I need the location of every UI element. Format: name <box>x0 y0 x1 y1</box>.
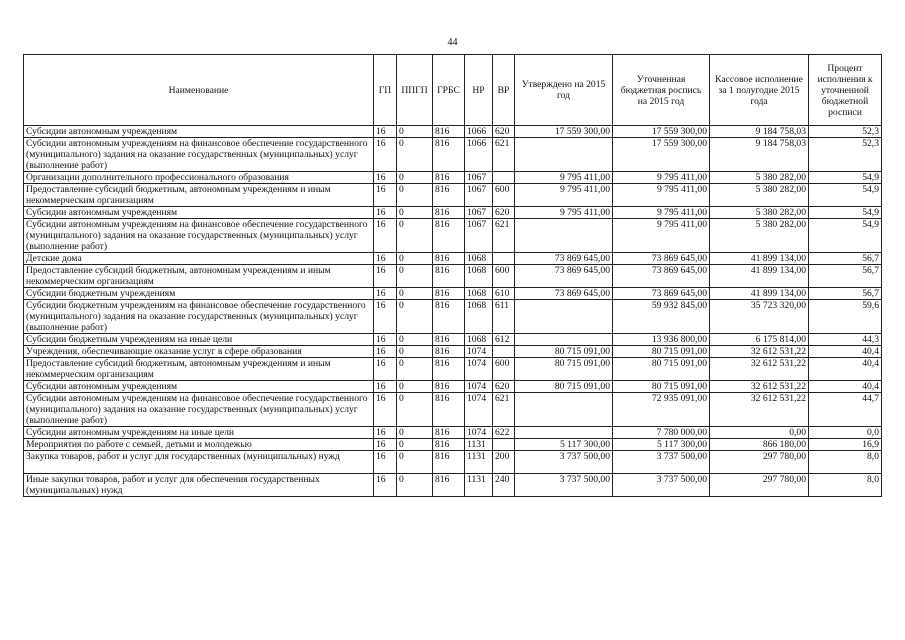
cell-gp: 16 <box>374 346 397 358</box>
cell-refined: 9 795 411,00 <box>613 172 710 184</box>
cell-name: Предоставление субсидий бюджетным, автономным учреждениям и иным некоммерческим организациям <box>24 358 374 381</box>
cell-name: Субсидии автономным учреждениям на финансовое обеспечение государственного (муниципального) задания на оказание государственных (муниципальных) услуг (выполнение работ) <box>24 219 374 253</box>
cell-approved: 73 869 645,00 <box>515 288 613 300</box>
cell-grbs: 816 <box>433 219 465 253</box>
cell-ppgp: 0 <box>397 253 433 265</box>
cell-percent: 54,9 <box>809 207 882 219</box>
cell-cash: 9 184 758,03 <box>710 126 809 138</box>
header-refined: Уточненная бюджетная роспись на 2015 год <box>613 55 710 126</box>
cell-gp: 16 <box>374 381 397 393</box>
header-gp: ГП <box>374 55 397 126</box>
cell-ppgp: 0 <box>397 184 433 207</box>
cell-cash: 297 780,00 <box>710 451 809 474</box>
cell-refined: 3 737 500,00 <box>613 474 710 497</box>
cell-vr: 600 <box>493 358 515 381</box>
cell-np: 1068 <box>465 265 493 288</box>
cell-approved: 80 715 091,00 <box>515 358 613 381</box>
cell-approved: 5 117 300,00 <box>515 439 613 451</box>
cell-vr: 200 <box>493 451 515 474</box>
cell-gp: 16 <box>374 474 397 497</box>
cell-refined: 9 795 411,00 <box>613 207 710 219</box>
cell-cash: 32 612 531,22 <box>710 381 809 393</box>
cell-ppgp: 0 <box>397 207 433 219</box>
cell-percent: 54,9 <box>809 184 882 207</box>
cell-percent: 44,3 <box>809 334 882 346</box>
cell-approved <box>515 138 613 172</box>
cell-approved <box>515 334 613 346</box>
table-row <box>24 138 882 172</box>
cell-np: 1131 <box>465 474 493 497</box>
table-body <box>24 126 882 497</box>
cell-refined: 13 936 800,00 <box>613 334 710 346</box>
cell-vr: 600 <box>493 184 515 207</box>
cell-name: Субсидии автономным учреждениям на финансовое обеспечение государственного (муниципального) задания на оказание государственных (муниципальных) услуг (выполнение работ) <box>24 393 374 427</box>
cell-approved <box>515 300 613 334</box>
cell-refined: 80 715 091,00 <box>613 358 710 381</box>
cell-vr: 612 <box>493 334 515 346</box>
table-row <box>24 393 882 427</box>
cell-name: Субсидии бюджетным учреждениям на финансовое обеспечение государственного (муниципального) задания на оказание государственных (муниципальных) услуг (выполнение работ) <box>24 300 374 334</box>
cell-grbs: 816 <box>433 427 465 439</box>
cell-grbs: 816 <box>433 346 465 358</box>
cell-np: 1074 <box>465 381 493 393</box>
page-number: 44 <box>447 37 458 48</box>
cell-grbs: 816 <box>433 381 465 393</box>
cell-name: Субсидии автономным учреждениям на иные цели <box>24 427 374 439</box>
cell-gp: 16 <box>374 265 397 288</box>
cell-ppgp: 0 <box>397 381 433 393</box>
cell-name: Субсидии бюджетным учреждениям <box>24 288 374 300</box>
header-np: НР <box>465 55 493 126</box>
cell-percent: 52,3 <box>809 138 882 172</box>
cell-cash: 9 184 758,03 <box>710 138 809 172</box>
cell-ppgp: 0 <box>397 358 433 381</box>
cell-vr: 620 <box>493 381 515 393</box>
cell-approved: 80 715 091,00 <box>515 346 613 358</box>
cell-approved <box>515 219 613 253</box>
cell-approved: 9 795 411,00 <box>515 207 613 219</box>
cell-name: Учреждения, обеспечивающие оказание услуг в сфере образования <box>24 346 374 358</box>
cell-np: 1067 <box>465 172 493 184</box>
cell-np: 1067 <box>465 219 493 253</box>
cell-gp: 16 <box>374 393 397 427</box>
cell-cash: 41 899 134,00 <box>710 265 809 288</box>
cell-ppgp: 0 <box>397 427 433 439</box>
table-row <box>24 219 882 253</box>
cell-ppgp: 0 <box>397 138 433 172</box>
table-row <box>24 474 882 497</box>
table-row <box>24 439 882 451</box>
table-row <box>24 451 882 474</box>
cell-vr <box>493 439 515 451</box>
cell-gp: 16 <box>374 138 397 172</box>
cell-ppgp: 0 <box>397 451 433 474</box>
cell-cash: 5 380 282,00 <box>710 219 809 253</box>
cell-percent: 54,9 <box>809 172 882 184</box>
cell-vr: 610 <box>493 288 515 300</box>
cell-percent: 56,7 <box>809 253 882 265</box>
cell-grbs: 816 <box>433 207 465 219</box>
table-header-row <box>24 55 882 126</box>
cell-gp: 16 <box>374 253 397 265</box>
cell-name: Субсидии автономным учреждениям <box>24 207 374 219</box>
cell-np: 1074 <box>465 358 493 381</box>
cell-refined: 80 715 091,00 <box>613 381 710 393</box>
cell-name: Субсидии автономным учреждениям <box>24 126 374 138</box>
cell-refined: 9 795 411,00 <box>613 219 710 253</box>
cell-refined: 9 795 411,00 <box>613 184 710 207</box>
cell-cash: 6 175 814,00 <box>710 334 809 346</box>
cell-cash: 5 380 282,00 <box>710 184 809 207</box>
cell-grbs: 816 <box>433 253 465 265</box>
cell-np: 1067 <box>465 207 493 219</box>
header-cash: Кассовое исполнение за 1 полугодие 2015 года <box>710 55 809 126</box>
cell-ppgp: 0 <box>397 219 433 253</box>
cell-vr <box>493 172 515 184</box>
cell-percent: 59,6 <box>809 300 882 334</box>
cell-grbs: 816 <box>433 451 465 474</box>
cell-refined: 73 869 645,00 <box>613 288 710 300</box>
cell-gp: 16 <box>374 184 397 207</box>
header-percent: Процент исполнения к уточненной бюджетной росписи <box>809 55 882 126</box>
cell-cash: 32 612 531,22 <box>710 393 809 427</box>
cell-percent: 40,4 <box>809 381 882 393</box>
cell-np: 1068 <box>465 334 493 346</box>
cell-cash: 297 780,00 <box>710 474 809 497</box>
cell-cash: 35 723 320,00 <box>710 300 809 334</box>
cell-percent: 52,3 <box>809 126 882 138</box>
cell-cash: 5 380 282,00 <box>710 172 809 184</box>
cell-np: 1066 <box>465 126 493 138</box>
cell-np: 1131 <box>465 451 493 474</box>
cell-cash: 41 899 134,00 <box>710 253 809 265</box>
cell-cash: 0,00 <box>710 427 809 439</box>
cell-cash: 41 899 134,00 <box>710 288 809 300</box>
table-row <box>24 427 882 439</box>
cell-ppgp: 0 <box>397 172 433 184</box>
table-row <box>24 300 882 334</box>
table-row <box>24 334 882 346</box>
cell-name: Субсидии автономным учреждениям на финансовое обеспечение государственного (муниципального) задания на оказание государственных (муниципальных) услуг (выполнение работ) <box>24 138 374 172</box>
cell-gp: 16 <box>374 207 397 219</box>
header-name: Наименование <box>24 55 374 126</box>
header-approved: Утверждено на 2015 год <box>515 55 613 126</box>
cell-percent: 44,7 <box>809 393 882 427</box>
cell-grbs: 816 <box>433 138 465 172</box>
cell-approved: 3 737 500,00 <box>515 474 613 497</box>
cell-ppgp: 0 <box>397 334 433 346</box>
cell-approved: 80 715 091,00 <box>515 381 613 393</box>
cell-percent: 8,0 <box>809 451 882 474</box>
cell-gp: 16 <box>374 288 397 300</box>
cell-grbs: 816 <box>433 439 465 451</box>
cell-grbs: 816 <box>433 300 465 334</box>
cell-cash: 5 380 282,00 <box>710 207 809 219</box>
cell-percent: 56,7 <box>809 265 882 288</box>
cell-grbs: 816 <box>433 172 465 184</box>
cell-vr: 620 <box>493 126 515 138</box>
cell-name: Предоставление субсидий бюджетным, автономным учреждениям и иным некоммерческим организациям <box>24 184 374 207</box>
cell-percent: 0,0 <box>809 427 882 439</box>
cell-vr <box>493 346 515 358</box>
cell-refined: 72 935 091,00 <box>613 393 710 427</box>
table-row <box>24 346 882 358</box>
cell-vr: 611 <box>493 300 515 334</box>
header-vr: ВР <box>493 55 515 126</box>
cell-refined: 17 559 300,00 <box>613 138 710 172</box>
cell-name: Иные закупки товаров, работ и услуг для обеспечения государственных (муниципальных) нужд <box>24 474 374 497</box>
cell-cash: 866 180,00 <box>710 439 809 451</box>
cell-gp: 16 <box>374 126 397 138</box>
cell-approved: 17 559 300,00 <box>515 126 613 138</box>
cell-name: Детские дома <box>24 253 374 265</box>
cell-percent: 56,7 <box>809 288 882 300</box>
cell-np: 1066 <box>465 138 493 172</box>
cell-gp: 16 <box>374 172 397 184</box>
cell-name: Субсидии автономным учреждениям <box>24 381 374 393</box>
cell-ppgp: 0 <box>397 439 433 451</box>
cell-refined: 73 869 645,00 <box>613 265 710 288</box>
cell-vr: 621 <box>493 219 515 253</box>
cell-np: 1067 <box>465 184 493 207</box>
cell-grbs: 816 <box>433 358 465 381</box>
cell-approved <box>515 393 613 427</box>
cell-vr: 622 <box>493 427 515 439</box>
cell-ppgp: 0 <box>397 288 433 300</box>
cell-np: 1074 <box>465 393 493 427</box>
cell-gp: 16 <box>374 427 397 439</box>
cell-refined: 7 780 000,00 <box>613 427 710 439</box>
cell-refined: 80 715 091,00 <box>613 346 710 358</box>
cell-approved <box>515 427 613 439</box>
cell-gp: 16 <box>374 334 397 346</box>
cell-gp: 16 <box>374 451 397 474</box>
cell-grbs: 816 <box>433 288 465 300</box>
budget-table <box>23 54 882 497</box>
table-row <box>24 207 882 219</box>
cell-gp: 16 <box>374 358 397 381</box>
table-row <box>24 253 882 265</box>
cell-refined: 5 117 300,00 <box>613 439 710 451</box>
table-row <box>24 288 882 300</box>
cell-vr: 621 <box>493 393 515 427</box>
table-row <box>24 126 882 138</box>
header-ppgp: ППГП <box>397 55 433 126</box>
cell-approved: 9 795 411,00 <box>515 184 613 207</box>
cell-refined: 3 737 500,00 <box>613 451 710 474</box>
cell-vr: 620 <box>493 207 515 219</box>
cell-grbs: 816 <box>433 393 465 427</box>
cell-grbs: 816 <box>433 265 465 288</box>
cell-np: 1131 <box>465 439 493 451</box>
cell-grbs: 816 <box>433 184 465 207</box>
cell-refined: 59 932 845,00 <box>613 300 710 334</box>
cell-np: 1074 <box>465 346 493 358</box>
header-grbs: ГРБС <box>433 55 465 126</box>
cell-grbs: 816 <box>433 334 465 346</box>
cell-cash: 32 612 531,22 <box>710 358 809 381</box>
cell-percent: 54,9 <box>809 219 882 253</box>
cell-vr: 621 <box>493 138 515 172</box>
cell-grbs: 816 <box>433 474 465 497</box>
cell-name: Мероприятия по работе с семьей, детьми и молодежью <box>24 439 374 451</box>
table-row <box>24 184 882 207</box>
cell-np: 1068 <box>465 253 493 265</box>
cell-cash: 32 612 531,22 <box>710 346 809 358</box>
cell-percent: 8,0 <box>809 474 882 497</box>
cell-approved: 9 795 411,00 <box>515 172 613 184</box>
cell-ppgp: 0 <box>397 346 433 358</box>
table-row <box>24 172 882 184</box>
cell-percent: 16,9 <box>809 439 882 451</box>
cell-approved: 73 869 645,00 <box>515 265 613 288</box>
cell-percent: 40,4 <box>809 346 882 358</box>
cell-refined: 73 869 645,00 <box>613 253 710 265</box>
cell-name: Субсидии бюджетным учреждениям на иные цели <box>24 334 374 346</box>
cell-np: 1068 <box>465 300 493 334</box>
cell-gp: 16 <box>374 300 397 334</box>
cell-gp: 16 <box>374 439 397 451</box>
cell-vr <box>493 253 515 265</box>
cell-grbs: 816 <box>433 126 465 138</box>
cell-approved: 3 737 500,00 <box>515 451 613 474</box>
cell-ppgp: 0 <box>397 126 433 138</box>
cell-name: Закупка товаров, работ и услуг для государственных (муниципальных) нужд <box>24 451 374 474</box>
table-row <box>24 265 882 288</box>
cell-ppgp: 0 <box>397 474 433 497</box>
cell-vr: 600 <box>493 265 515 288</box>
cell-ppgp: 0 <box>397 393 433 427</box>
cell-name: Организации дополнительного профессионального образования <box>24 172 374 184</box>
cell-refined: 17 559 300,00 <box>613 126 710 138</box>
cell-ppgp: 0 <box>397 300 433 334</box>
cell-ppgp: 0 <box>397 265 433 288</box>
table-row <box>24 358 882 381</box>
cell-np: 1074 <box>465 427 493 439</box>
cell-approved: 73 869 645,00 <box>515 253 613 265</box>
table-row <box>24 381 882 393</box>
cell-np: 1068 <box>465 288 493 300</box>
cell-percent: 40,4 <box>809 358 882 381</box>
cell-vr: 240 <box>493 474 515 497</box>
cell-gp: 16 <box>374 219 397 253</box>
cell-name: Предоставление субсидий бюджетным, автономным учреждениям и иным некоммерческим организациям <box>24 265 374 288</box>
